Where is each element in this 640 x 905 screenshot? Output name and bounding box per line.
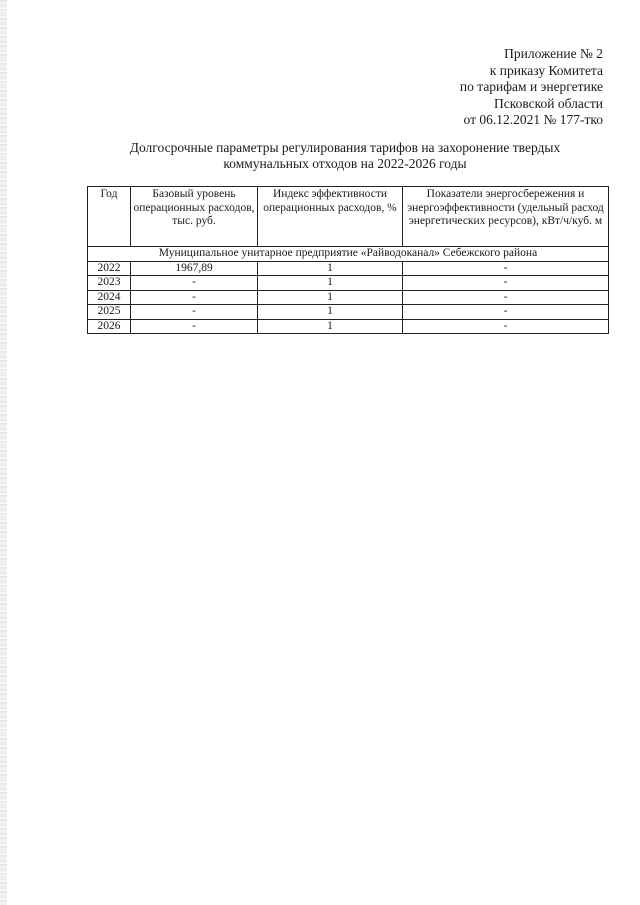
table-row bbox=[88, 319, 609, 334]
organization-name: Муниципальное унитарное предприятие «Райводоканал» Себежского района bbox=[88, 247, 609, 262]
document-title bbox=[95, 140, 595, 172]
cell-energy: - bbox=[403, 319, 609, 334]
cell-year: 2022 bbox=[88, 261, 131, 276]
cell-efficiency-index: 1 bbox=[258, 305, 403, 320]
header-year: Год bbox=[88, 187, 131, 247]
parameters-table bbox=[87, 186, 609, 334]
cell-energy: - bbox=[403, 305, 609, 320]
table-header-row bbox=[88, 187, 609, 247]
cell-efficiency-index: 1 bbox=[258, 261, 403, 276]
cell-year: 2023 bbox=[88, 276, 131, 291]
cell-base-level: - bbox=[131, 305, 258, 320]
cell-energy: - bbox=[403, 261, 609, 276]
table-row bbox=[88, 276, 609, 291]
cell-year: 2025 bbox=[88, 305, 131, 320]
cell-year: 2024 bbox=[88, 290, 131, 305]
cell-base-level: - bbox=[131, 276, 258, 291]
cell-base-level: - bbox=[131, 319, 258, 334]
cell-energy: - bbox=[403, 276, 609, 291]
cell-year: 2026 bbox=[88, 319, 131, 334]
scan-edge bbox=[0, 0, 7, 905]
appendix-line: по тарифам и энергетике bbox=[459, 79, 603, 94]
cell-base-level: - bbox=[131, 290, 258, 305]
cell-efficiency-index: 1 bbox=[258, 276, 403, 291]
header-efficiency-index: Индекс эффективности операционных расходов, % bbox=[258, 187, 403, 247]
cell-energy: - bbox=[403, 290, 609, 305]
table-row bbox=[88, 261, 609, 276]
table-row bbox=[88, 305, 609, 320]
header-base-level: Базовый уровень операционных расходов, тыс. руб. bbox=[131, 187, 258, 247]
appendix-line: Приложение № 2 bbox=[504, 46, 603, 61]
appendix-line: от 06.12.2021 № 177-тко bbox=[463, 112, 603, 127]
appendix-line: к приказу Комитета bbox=[489, 62, 603, 78]
appendix-line: Псковской области bbox=[493, 95, 603, 111]
table-row bbox=[88, 290, 609, 305]
cell-efficiency-index: 1 bbox=[258, 319, 403, 334]
appendix-header bbox=[460, 46, 603, 129]
header-energy-indicators: Показатели энергосбережения и энергоэффективности (удельный расход энергетических ресурсов), кВт/ч/куб. м bbox=[403, 187, 609, 247]
cell-base-level: 1967,89 bbox=[131, 261, 258, 276]
title-line-1: Долгосрочные параметры регулирования тарифов на захоронение твердых bbox=[129, 140, 561, 155]
title-line-2: коммунальных отходов на 2022-2026 годы bbox=[223, 156, 467, 171]
organization-row bbox=[88, 247, 609, 262]
cell-efficiency-index: 1 bbox=[258, 290, 403, 305]
